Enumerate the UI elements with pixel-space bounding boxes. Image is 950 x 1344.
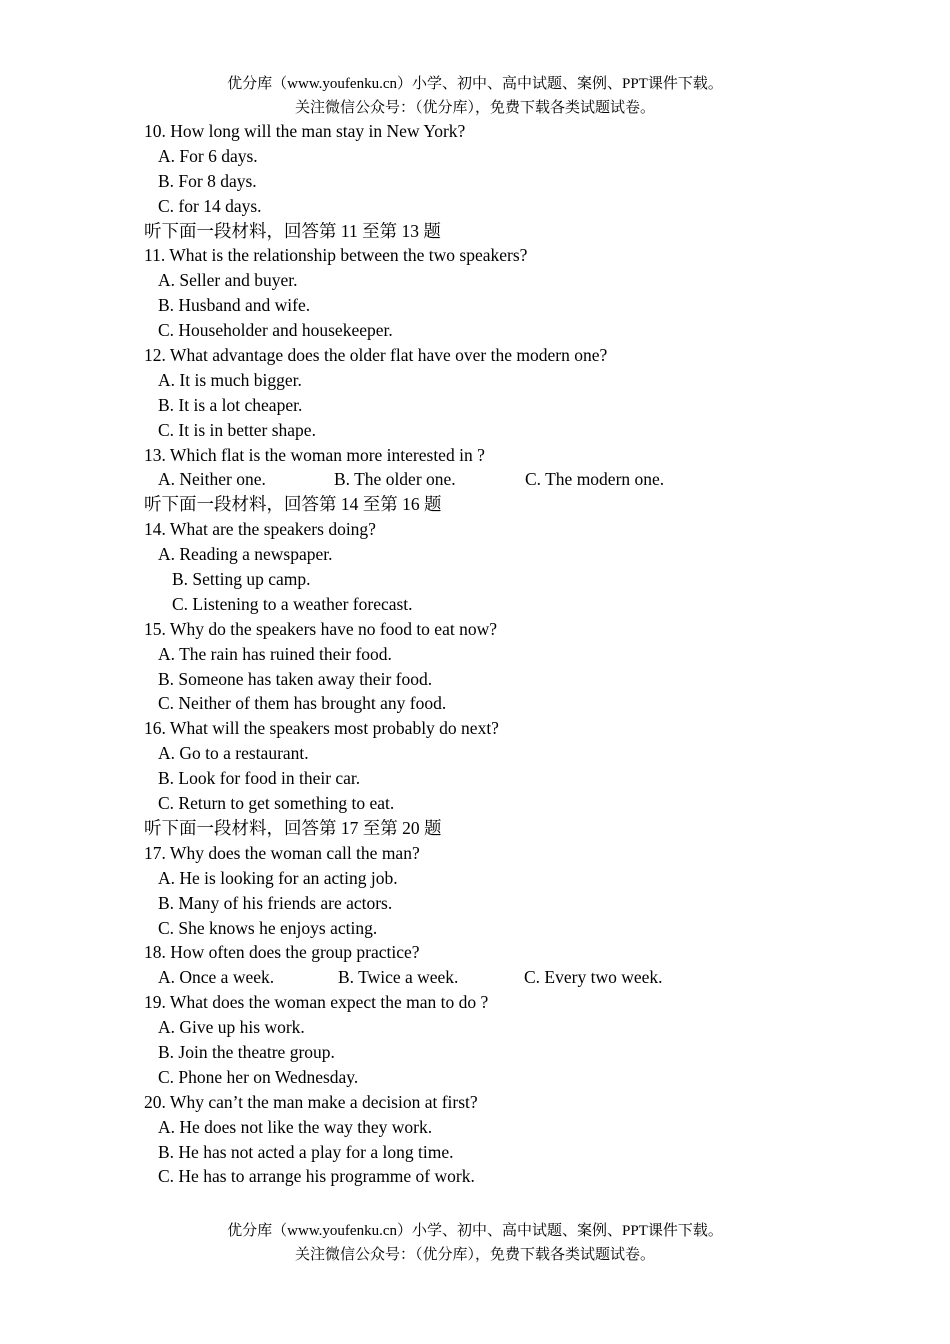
- question-14: 14. What are the speakers doing?: [144, 519, 376, 540]
- q10-option-b: B. For 8 days.: [158, 170, 257, 191]
- q11-option-b: B. Husband and wife.: [158, 295, 311, 316]
- q16-option-b: B. Look for food in their car.: [158, 768, 361, 789]
- question-16: 16. What will the speakers most probably do next?: [144, 718, 499, 739]
- q18-option-b: B. Twice a week.: [338, 967, 459, 988]
- header-line-2: 关注微信公众号：（优分库），免费下载各类试题试卷。: [294, 100, 655, 116]
- q12-option-b: B. It is a lot cheaper.: [158, 394, 303, 415]
- q13-option-a: A. Neither one.: [158, 469, 266, 490]
- page-header: [0, 72, 950, 120]
- q19-option-c: C. Phone her on Wednesday.: [158, 1066, 359, 1087]
- exam-content: [144, 119, 864, 1189]
- q18-option-c: C. Every two week.: [524, 967, 663, 988]
- question-20: 20. Why can’t the man make a decision at first?: [144, 1091, 478, 1112]
- q11-option-c: C. Householder and housekeeper.: [158, 320, 393, 341]
- question-13: 13. Which flat is the woman more interested in ?: [144, 444, 485, 465]
- q12-option-c: C. It is in better shape.: [158, 419, 316, 440]
- q19-option-a: A. Give up his work.: [158, 1017, 305, 1038]
- q15-option-b: B. Someone has taken away their food.: [158, 668, 433, 689]
- question-12: 12. What advantage does the older flat have over the modern one?: [144, 345, 608, 366]
- section-heading-14-16: 听下面一段材料，回答第 14 至第 16 题: [144, 494, 442, 515]
- q14-option-c: C. Listening to a weather forecast.: [172, 593, 413, 614]
- section-heading-11-13: 听下面一段材料，回答第 11 至第 13 题: [144, 220, 441, 241]
- q13-option-c: C. The modern one.: [525, 469, 665, 490]
- q13-options: [144, 467, 864, 492]
- section-heading-17-20: 听下面一段材料，回答第 17 至第 20 题: [144, 817, 442, 838]
- question-10: 10. How long will the man stay in New York?: [144, 121, 466, 141]
- q20-option-b: B. He has not acted a play for a long time.: [158, 1141, 454, 1162]
- q16-option-c: C. Return to get something to eat.: [158, 793, 395, 814]
- q12-option-a: A. It is much bigger.: [158, 369, 302, 390]
- question-18: 18. How often does the group practice?: [144, 942, 420, 963]
- page-footer: [0, 1219, 950, 1267]
- q17-option-b: B. Many of his friends are actors.: [158, 892, 393, 913]
- question-17: 17. Why does the woman call the man?: [144, 842, 420, 863]
- q16-option-a: A. Go to a restaurant.: [158, 743, 309, 764]
- question-11: 11. What is the relationship between the two speakers?: [144, 245, 528, 266]
- q10-option-c: C. for 14 days.: [158, 195, 262, 216]
- q15-option-c: C. Neither of them has brought any food.: [158, 693, 447, 714]
- q13-option-b: B. The older one.: [334, 469, 456, 490]
- footer-line-1: 优分库（www.youfenku.cn）小学、初中、高中试题、案例、PPT课件下载。: [227, 1223, 723, 1239]
- q11-option-a: A. Seller and buyer.: [158, 270, 298, 291]
- q17-option-a: A. He is looking for an acting job.: [158, 867, 398, 888]
- q20-option-a: A. He does not like the way they work.: [158, 1116, 433, 1137]
- header-line-1: 优分库（www.youfenku.cn）小学、初中、高中试题、案例、PPT课件下载。: [227, 76, 723, 92]
- q20-option-c: C. He has to arrange his programme of work.: [158, 1166, 475, 1187]
- question-19: 19. What does the woman expect the man to do ?: [144, 992, 489, 1013]
- q17-option-c: C. She knows he enjoys acting.: [158, 917, 378, 938]
- footer-line-2: 关注微信公众号：（优分库），免费下载各类试题试卷。: [294, 1247, 655, 1263]
- q14-option-a: A. Reading a newspaper.: [158, 544, 333, 565]
- q18-option-a: A. Once a week.: [158, 967, 275, 988]
- q14-option-b: B. Setting up camp.: [172, 569, 311, 590]
- question-15: 15. Why do the speakers have no food to eat now?: [144, 618, 497, 639]
- q10-option-a: A. For 6 days.: [158, 145, 258, 166]
- q15-option-a: A. The rain has ruined their food.: [158, 643, 392, 664]
- q19-option-b: B. Join the theatre group.: [158, 1041, 335, 1062]
- q18-options: [144, 965, 864, 990]
